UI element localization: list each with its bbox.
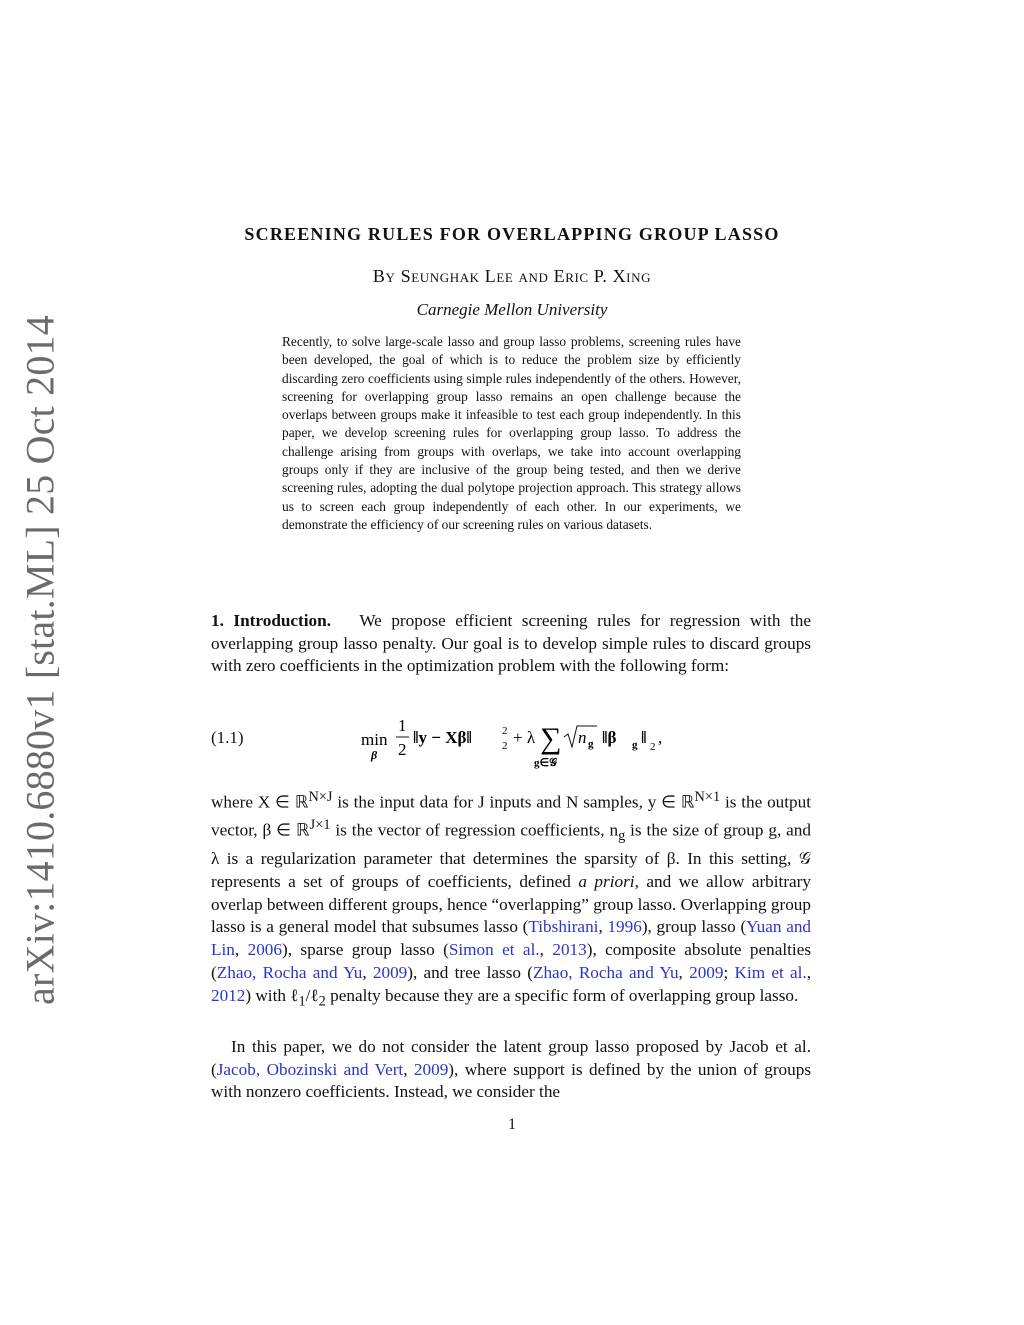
paper-affiliation: Carnegie Mellon University bbox=[416, 300, 608, 319]
where-paragraph: where X ∈ ℝ$^{N\times J}$ is the input data for J inputs and N samples, y ∈ ℝ$^{N\times 1}$ is the output vector, β ∈ ℝ$^{J\times 1}$ is the vector of regression coefficients, $n_g$ is the size of group g, and λ is a regularization parameter that determines the sparsity of β. In this setting, 𝒢 represents a set of groups of coefficients, defined a priori, and we allow arbitrary overlap between different groups, hence “overlapping” group lasso. Overlapping group lasso is a general model that subsumes lasso (Tibshirani, 1996), group lasso (Yuan and Lin, 2006), sparse group lasso (Simon et al., 2013), composite absolute penalties (Zhao, Rocha and Yu, 2009), and tree lasso (Zhao, Rocha and Yu, 2009; Kim et al., 2012) with ℓ$_1$/ℓ$_2$ penalty because they are a specific form of overlapping group lasso. bbox=[211, 789, 812, 1009]
intro-text: We propose efficient screening rules for regression with the overlapping group lasso penalty. Our goal is to develop simple rules to discard groups with zero coefficients in the optimization problem with the following form: bbox=[211, 611, 811, 676]
eq-sum-symbol: ∑ bbox=[540, 722, 562, 755]
citation-link[interactable]: 2006 bbox=[247, 940, 282, 960]
eq-sqrt-sub: g bbox=[588, 738, 594, 750]
eq-norm-sub: 2 bbox=[502, 740, 508, 752]
citation-link[interactable]: 1996 bbox=[607, 917, 642, 937]
eq-trail: , bbox=[658, 728, 663, 747]
eq-frac-num: 1 bbox=[398, 716, 407, 735]
eq-group-norm-sub: g bbox=[632, 739, 638, 751]
citation-link[interactable]: 2013 bbox=[552, 940, 587, 960]
paper-title: SCREENING RULES FOR OVERLAPPING GROUP LASSO bbox=[244, 224, 780, 244]
second-paragraph: In this paper, we do not consider the latent group lasso proposed by Jacob et al. (Jacob, Obozinski and Vert, 2009), where support is defined by the union of groups with nonzero coefficients. Instead, we consider the bbox=[211, 1037, 812, 1102]
eq-sum-sub: g∈𝒢 bbox=[534, 757, 557, 769]
eq-norm-sup: 2 bbox=[502, 725, 508, 737]
eq-norm-body: ‖y − Xβ‖ bbox=[413, 728, 472, 747]
citation-link[interactable]: 2012 bbox=[211, 985, 246, 1005]
citation-link[interactable]: Yuan and Lin bbox=[211, 917, 812, 960]
equation-number: (1.1) bbox=[211, 728, 244, 747]
eq-frac-den: 2 bbox=[398, 740, 407, 759]
abstract: Recently, to solve large-scale lasso and group lasso problems, screening rules have been developed, the goal of which is to reduce the problem size by efficiently discarding zero coefficients using simple rules independently of the others. However, screening for overlapping group lasso remains an open challenge because the overlaps between groups make it infeasible to test each group independently. In this paper, we develop screening rules for overlapping group lasso. To address the challenge arising from groups with overlaps, we take into account overlapping groups only if they are inclusive of the group being tested, and then we derive screening rules, adopting the dual polytope projection approach. This strategy allows us to screen each group independently of each other. In our experiments, we demonstrate the efficiency of our screening rules on various datasets. bbox=[282, 334, 741, 532]
page-number: 1 bbox=[508, 1116, 516, 1133]
arxiv-id: arXiv:1410.6880v1 [stat.ML] 25 Oct 2014 bbox=[17, 315, 63, 1005]
citation-link[interactable]: 2009 bbox=[689, 962, 724, 982]
citation-link[interactable]: Zhao, Rocha and Yu bbox=[532, 962, 679, 982]
eq-group-norm-close: ‖ bbox=[641, 728, 647, 747]
citation-link[interactable]: Jacob, Obozinski and Vert bbox=[216, 1059, 404, 1079]
eq-plus-lambda: + λ bbox=[513, 728, 536, 747]
introduction-paragraph bbox=[211, 610, 811, 678]
citation-link[interactable]: Tibshirani bbox=[528, 917, 599, 937]
citation-link[interactable]: Simon et al. bbox=[448, 940, 540, 960]
equation-formula bbox=[361, 712, 821, 774]
citation-link[interactable]: Kim et al. bbox=[734, 962, 807, 982]
citation-link[interactable]: 2009 bbox=[413, 1059, 449, 1079]
eq-group-norm: ‖β bbox=[602, 728, 617, 747]
paper-authors: By Seunghak Lee and Eric P. Xing bbox=[372, 266, 652, 286]
section-heading: 1. Introduction. bbox=[211, 611, 332, 630]
equation-1-1 bbox=[211, 712, 811, 772]
citation-link[interactable]: Zhao, Rocha and Yu bbox=[216, 962, 363, 982]
eq-group-norm-outer-sub: 2 bbox=[650, 741, 656, 753]
eq-sqrt-body: n bbox=[578, 728, 587, 747]
eq-min: min bbox=[361, 730, 388, 749]
eq-min-sub: β bbox=[371, 748, 378, 762]
citation-link[interactable]: 2009 bbox=[372, 962, 408, 982]
